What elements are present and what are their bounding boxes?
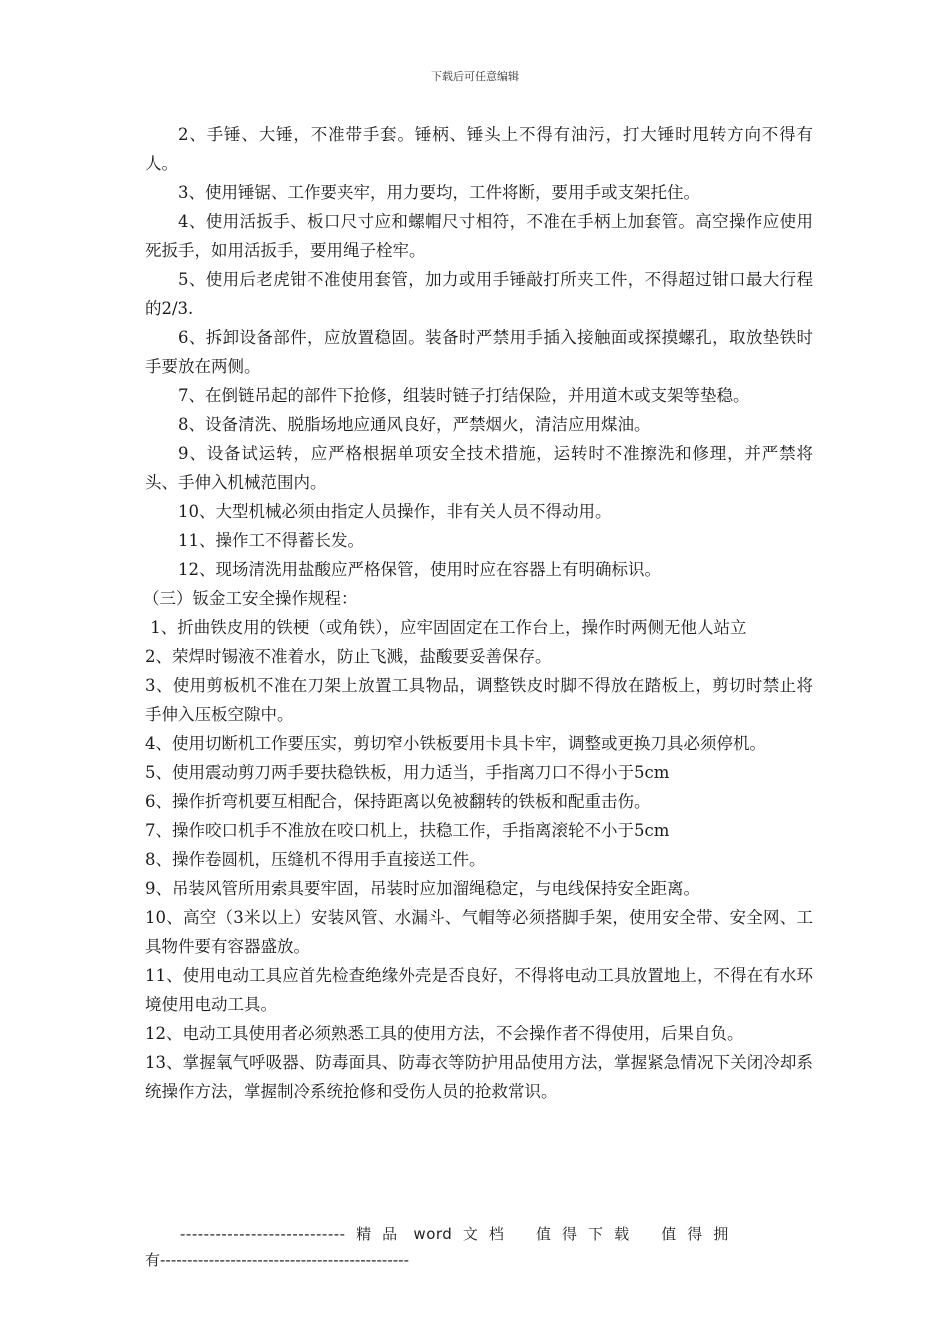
rule-paragraph: 11、操作工不得蓄长发。 xyxy=(178,531,364,550)
rule-paragraph: 6、操作折弯机要互相配合，保持距离以免被翻转的铁板和配重击伤。 xyxy=(145,792,651,811)
rule-paragraph: 8、操作卷圆机，压缝机不得用手直接送工件。 xyxy=(145,850,486,869)
rule-paragraph: 11、使用电动工具应首先检查绝缘外壳是否良好，不得将电动工具放置地上，不得在有水环境使用电动工具。 xyxy=(145,966,813,1014)
rule-paragraph: 12、现场清洗用盐酸应严格保管，使用时应在容器上有明确标识。 xyxy=(178,560,661,579)
rule-paragraph: 3、使用锤锯、工作要夹牢，用力要均，工件将断，要用手或支架托住。 xyxy=(178,183,700,202)
rule-paragraph: 1、折曲铁皮用的铁梗（或角铁），应牢固固定在工作台上，操作时两侧无他人站立 xyxy=(145,618,747,637)
rule-paragraph: 10、大型机械必须由指定人员操作，非有关人员不得动用。 xyxy=(178,502,612,521)
rule-paragraph: 7、操作咬口机手不准放在咬口机上，扶稳工作，手指离滚轮不小于5cm xyxy=(145,821,670,840)
rule-paragraph: 9、吊装风管所用索具要牢固，吊装时应加溜绳稳定，与电线保持安全距离。 xyxy=(145,879,700,898)
rule-paragraph: 12、电动工具使用者必须熟悉工具的使用方法，不会操作者不得使用，后果自负。 xyxy=(145,1024,744,1043)
rule-paragraph: 8、设备清洗、脱脂场地应通风良好，严禁烟火，清洁应用煤油。 xyxy=(178,415,651,434)
sheet-metal-rules-list xyxy=(145,613,813,1106)
rule-paragraph: 7、在倒链吊起的部件下抢修，组装时链子打结保险，并用道木或支架等垫稳。 xyxy=(178,386,750,405)
rule-paragraph: 6、拆卸设备部件，应放置稳固。装备时严禁用手插入接触面或探摸螺孔，取放垫铁时手要放在两侧。 xyxy=(145,328,813,376)
rule-paragraph: 5、使用后老虎钳不准使用套管，加力或用手锤敲打所夹工件，不得超过钳口最大行程的2/3. xyxy=(145,270,813,318)
page-header: 下载后可任意编辑 xyxy=(431,70,519,83)
section-title: （三）钣金工安全操作规程： xyxy=(143,589,358,608)
rule-paragraph: 10、高空（3米以上）安装风管、水漏斗、气帽等必须搭脚手架，使用安全带、安全网、工具物件要有容器盛放。 xyxy=(145,908,813,956)
footer-line-2: 有---------------------------------------------- xyxy=(145,1251,409,1269)
rule-paragraph: 4、使用活扳手、板口尺寸应和螺帽尺寸相符，不准在手柄上加套管。高空操作应使用死扳手，如用活扳手，要用绳子栓牢。 xyxy=(145,212,813,260)
page-footer xyxy=(145,1221,813,1273)
rule-paragraph: 2、手锤、大锤，不准带手套。锤柄、锤头上不得有油污，打大锤时甩转方向不得有人。 xyxy=(145,125,813,173)
rule-paragraph: 4、使用切断机工作要压实，剪切窄小铁板要用卡具卡牢，调整或更换刀具必须停机。 xyxy=(145,734,766,753)
footer-line-1: ---------------------------- 精 品 word 文 档 值 得 下 载 值 得 拥 xyxy=(180,1225,729,1243)
rule-paragraph: 3、使用剪板机不准在刀架上放置工具物品，调整铁皮时脚不得放在踏板上，剪切时禁止将手伸入压板空隙中。 xyxy=(145,676,813,724)
rule-paragraph: 2、荣焊时锡液不准着水，防止飞溅，盐酸要妥善保存。 xyxy=(145,647,552,666)
rule-paragraph: 9、设备试运转，应严格根据单项安全技术措施，运转时不准擦洗和修理，并严禁将头、手伸入机械范围内。 xyxy=(145,444,813,492)
document-body xyxy=(145,120,813,1106)
fitter-rules-list xyxy=(145,120,813,584)
rule-paragraph: 13、掌握氧气呼吸器、防毒面具、防毒衣等防护用品使用方法，掌握紧急情况下关闭冷却系统操作方法，掌握制冷系统抢修和受伤人员的抢救常识。 xyxy=(145,1053,813,1101)
rule-paragraph: 5、使用震动剪刀两手要扶稳铁板，用力适当，手指离刀口不得小于5cm xyxy=(145,763,670,782)
